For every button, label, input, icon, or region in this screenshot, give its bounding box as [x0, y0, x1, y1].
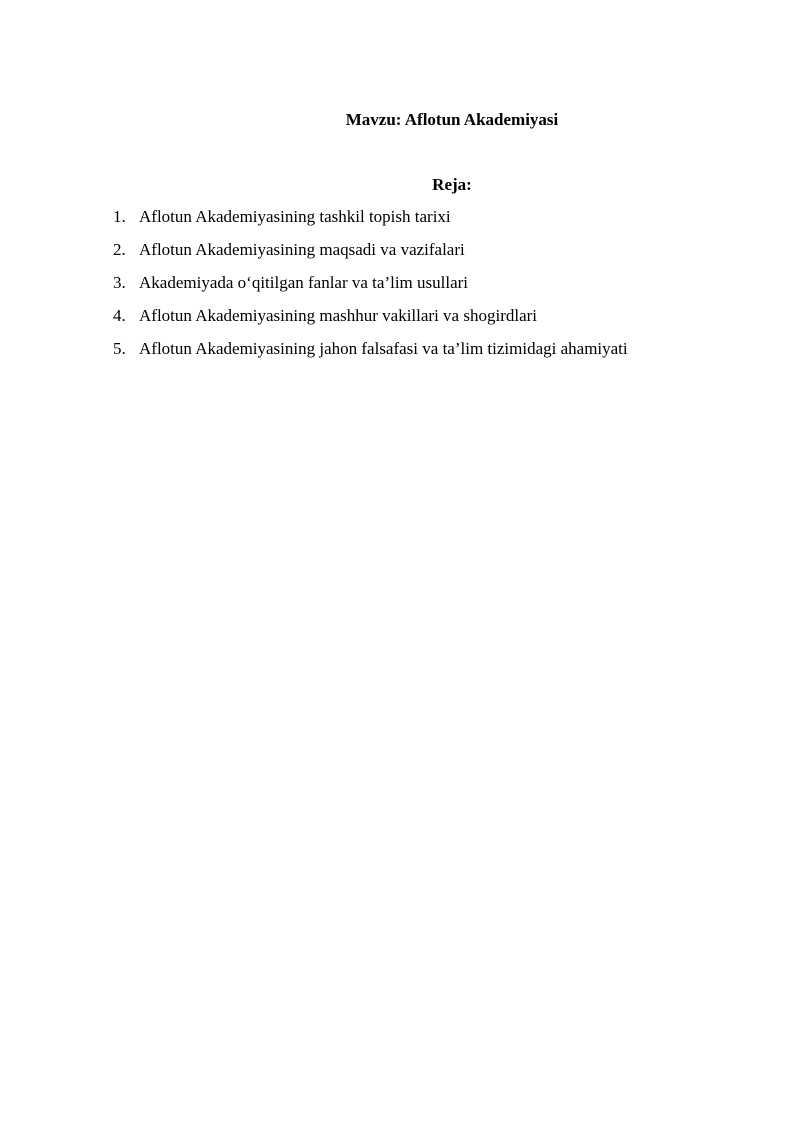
plan-list: [113, 205, 773, 370]
plan-item-number: 4.: [113, 306, 126, 325]
plan-item-text: Aflotun Akademiyasining jahon falsafasi va ta’lim tizimidagi ahamiyati: [139, 339, 628, 358]
plan-heading: Reja:: [432, 175, 472, 194]
plan-item-number: 3.: [113, 273, 126, 292]
plan-item-text: Aflotun Akademiyasining mashhur vakillari va shogirdlari: [139, 306, 538, 325]
plan-item-1: [113, 205, 773, 238]
document-title: Mavzu: Aflotun Akademiyasi: [345, 110, 559, 129]
plan-item-3: [113, 271, 773, 304]
plan-item-4: [113, 304, 773, 337]
plan-item-text: Aflotun Akademiyasining tashkil topish tarixi: [139, 207, 451, 226]
plan-item-number: 5.: [113, 339, 126, 358]
plan-item-2: [113, 238, 773, 271]
plan-item-number: 1.: [113, 207, 126, 226]
plan-item-text: Akademiyada o‘qitilgan fanlar va ta’lim usullari: [139, 273, 469, 292]
plan-item-5: [113, 337, 773, 370]
plan-item-text: Aflotun Akademiyasining maqsadi va vazifalari: [139, 240, 465, 259]
plan-item-number: 2.: [113, 240, 126, 259]
